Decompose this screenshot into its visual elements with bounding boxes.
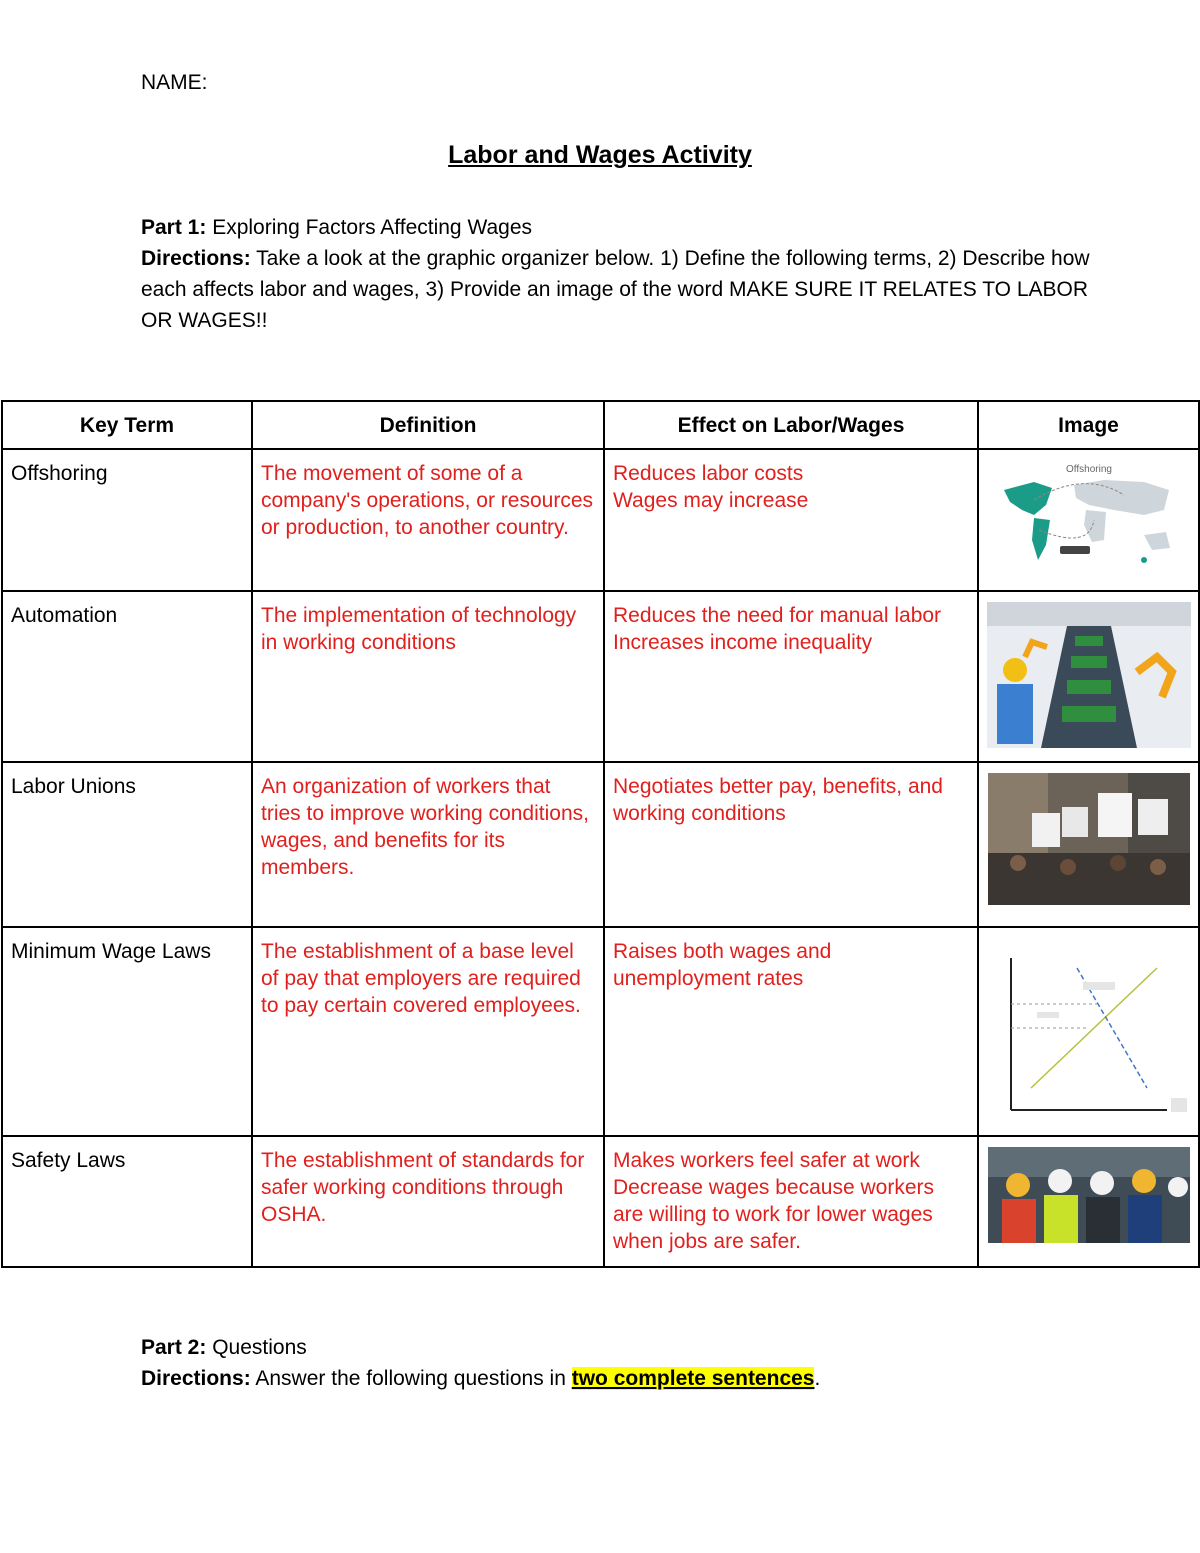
effect-cell	[604, 927, 978, 1136]
table-row	[2, 762, 1199, 927]
part2-label: Part 2:	[141, 1336, 207, 1359]
definition-cell: The establishment of standards for safer working conditions through OSHA.	[252, 1136, 604, 1267]
image-cell	[978, 591, 1199, 762]
image-cell	[978, 1136, 1199, 1267]
part2-heading	[141, 1332, 1101, 1363]
part2-directions-text: Answer the following questions in	[255, 1367, 566, 1390]
effect-line: Decrease wages because workers are willing to work for lower wages when jobs are safer.	[613, 1176, 934, 1253]
definition-cell: The movement of some of a company's operations, or resources or production, to another country.	[252, 449, 604, 591]
offshoring-map-image	[994, 460, 1184, 572]
definition-cell: The implementation of technology in working conditions	[252, 591, 604, 762]
table-row	[2, 927, 1199, 1136]
effect-line: Makes workers feel safer at work	[613, 1149, 920, 1172]
definition-cell: The establishment of a base level of pay that employers are required to pay certain covered employees.	[252, 927, 604, 1136]
effect-line: Wages may increase	[613, 489, 809, 512]
table-header-row	[2, 401, 1199, 449]
effect-line: Increases income inequality	[613, 631, 873, 654]
automation-image	[987, 602, 1191, 748]
table-row	[2, 591, 1199, 762]
term-cell: Safety Laws	[2, 1136, 252, 1267]
part2-directions	[141, 1363, 1101, 1394]
header-key-term: Key Term	[2, 401, 252, 449]
part2-block	[141, 1332, 1101, 1394]
part2-directions-label: Directions:	[141, 1367, 251, 1390]
effect-line: Raises both wages and unemployment rates	[613, 940, 832, 990]
image-cell	[978, 762, 1199, 927]
offshoring-image-title: Offshoring	[1065, 464, 1112, 475]
part1-directions	[141, 243, 1101, 336]
effect-cell	[604, 1136, 978, 1267]
header-effect: Effect on Labor/Wages	[604, 401, 978, 449]
effect-cell	[604, 762, 978, 927]
image-cell	[978, 927, 1199, 1136]
part1-subtitle: Exploring Factors Affecting Wages	[212, 216, 533, 239]
image-cell	[978, 449, 1199, 591]
safety-workers-image	[988, 1147, 1190, 1243]
name-label: NAME:	[141, 71, 208, 94]
term-cell: Offshoring	[2, 449, 252, 591]
effect-line: Negotiates better pay, benefits, and working conditions	[613, 775, 943, 825]
part1-heading	[141, 212, 1101, 243]
table-row	[2, 449, 1199, 591]
part2-period: .	[814, 1367, 821, 1390]
table-row	[2, 1136, 1199, 1267]
part1-label: Part 1:	[141, 216, 207, 239]
effect-line: Reduces the need for manual labor	[613, 604, 942, 627]
page-title: Labor and Wages Activity	[448, 141, 752, 169]
highlighted-requirement: two complete sentences	[571, 1367, 815, 1390]
part2-subtitle: Questions	[212, 1336, 307, 1359]
definition-cell: An organization of workers that tries to improve working conditions, wages, and benefits for its members.	[252, 762, 604, 927]
minimum-wage-graph-image	[987, 938, 1191, 1124]
graphic-organizer-table	[1, 400, 1200, 1268]
header-image: Image	[978, 401, 1199, 449]
part1-directions-text: Take a look at the graphic organizer below. 1) Define the following terms, 2) Describe how each affects labor and wages, 3) Provide an image of the word MAKE SURE IT RELATES TO LABOR OR WAGES!!	[141, 247, 1090, 332]
effect-cell	[604, 449, 978, 591]
header-definition: Definition	[252, 401, 604, 449]
part1-directions-label: Directions:	[141, 247, 251, 270]
labor-union-protest-image	[988, 773, 1190, 905]
effect-cell	[604, 591, 978, 762]
term-cell: Labor Unions	[2, 762, 252, 927]
term-cell: Automation	[2, 591, 252, 762]
term-cell: Minimum Wage Laws	[2, 927, 252, 1136]
part1-block	[141, 212, 1101, 336]
effect-line: Reduces labor costs	[613, 462, 804, 485]
